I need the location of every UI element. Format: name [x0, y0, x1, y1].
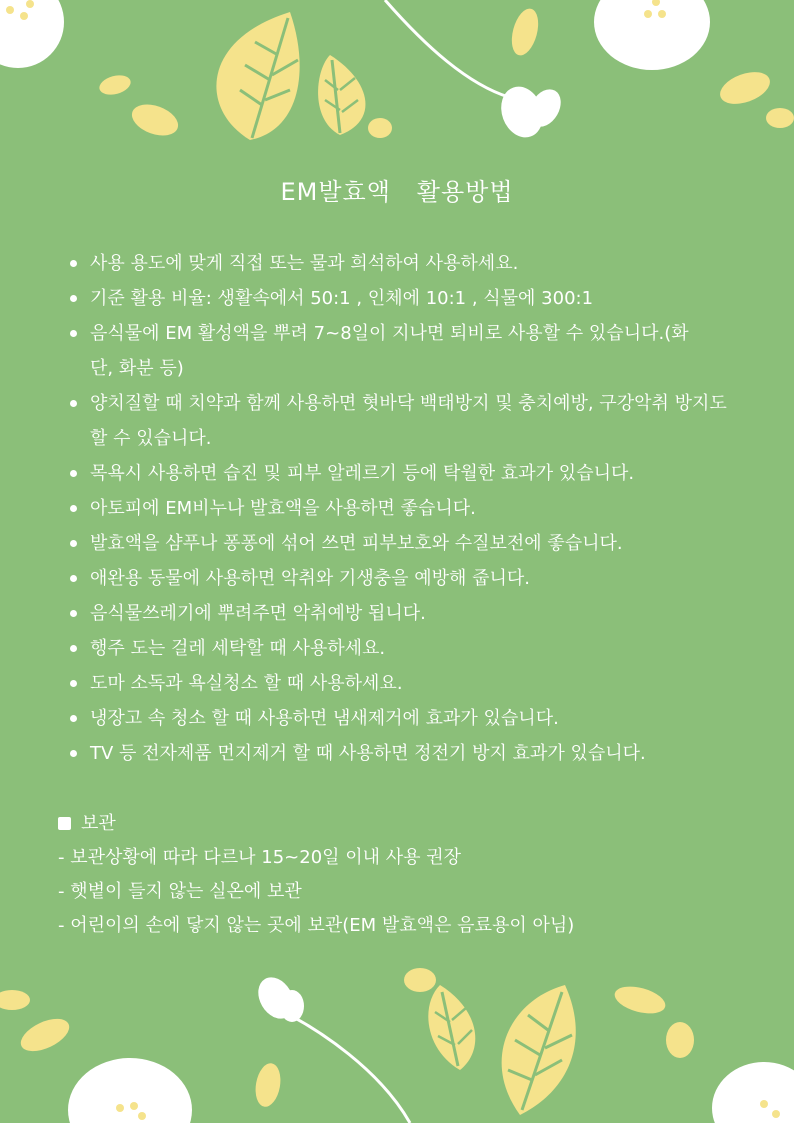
small-flower-bottom-icon	[251, 971, 304, 1025]
bullet-icon	[70, 295, 77, 302]
petal-icon	[368, 118, 392, 138]
petal-icon	[507, 6, 543, 59]
list-item: 아토피에 EM비누나 발효액을 사용하면 좋습니다.	[66, 491, 766, 526]
small-flower-top-icon	[494, 81, 567, 144]
flower-bottom-left-icon	[68, 1058, 192, 1123]
leaf-top-small-icon	[318, 55, 365, 135]
petal-icon	[716, 66, 774, 110]
list-item: 행주 도는 걸레 세탁할 때 사용하세요.	[66, 631, 766, 666]
bullet-icon	[70, 575, 77, 582]
flower-top-right-icon	[594, 0, 710, 70]
bullet-icon	[70, 610, 77, 617]
list-item: 도마 소독과 욕실청소 할 때 사용하세요.	[66, 666, 766, 701]
storage-line: - 햇볕이 들지 않는 실온에 보관	[58, 881, 302, 902]
page-title: EM발효액 활용방법	[280, 178, 514, 206]
storage-line: - 어린이의 손에 닿지 않는 곳에 보관(EM 발효액은 음료용이 아님)	[58, 915, 575, 936]
storage-line: - 보관상황에 따라 다르나 15~20일 이내 사용 권장	[58, 847, 462, 868]
leaf-top-big-icon	[216, 12, 299, 140]
bullet-icon	[70, 680, 77, 687]
list-item: 애완용 동물에 사용하면 악취와 기생충을 예방해 줍니다.	[66, 561, 766, 596]
list-item: 냉장고 속 청소 할 때 사용하면 냄새제거에 효과가 있습니다.	[66, 701, 766, 736]
leaf-bottom-small-icon	[428, 985, 475, 1070]
storage-heading: 보관	[58, 806, 758, 841]
bullet-icon	[70, 645, 77, 652]
bullet-icon	[70, 330, 77, 337]
list-item: TV 등 전자제품 먼지제거 할 때 사용하면 정전기 방지 효과가 있습니다.	[66, 736, 766, 771]
list-item: 음식물에 EM 활성액을 뿌려 7~8일이 지나면 퇴비로 사용할 수 있습니다.(화단, 화분 등)	[66, 316, 690, 386]
bullet-icon	[70, 540, 77, 547]
list-item: 양치질할 때 치약과 함께 사용하면 혓바닥 백태방지 및 충치예방, 구강악취 방지도 할 수 있습니다.	[66, 386, 730, 456]
list-item: 음식물쓰레기에 뿌려주면 악취예방 됩니다.	[66, 596, 766, 631]
bullet-icon	[70, 400, 77, 407]
petal-icon	[0, 990, 30, 1010]
bullet-icon	[70, 505, 77, 512]
petal-icon	[766, 108, 794, 128]
petal-icon	[612, 982, 668, 1019]
petal-icon	[404, 968, 436, 992]
leaf-bottom-big-icon	[502, 985, 576, 1115]
bullet-icon	[70, 750, 77, 757]
usage-list	[66, 246, 766, 771]
petal-icon	[97, 72, 133, 98]
list-item: 사용 용도에 맞게 직접 또는 물과 희석하여 사용하세요.	[66, 246, 766, 281]
bullet-icon	[70, 470, 77, 477]
flower-top-left-icon	[0, 0, 64, 68]
list-item: 발효액을 샴푸나 퐁퐁에 섞어 쓰면 피부보호와 수질보전에 좋습니다.	[66, 526, 766, 561]
flower-bottom-right-icon	[712, 1062, 794, 1123]
petal-icon	[252, 1061, 283, 1108]
bullet-icon	[70, 260, 77, 267]
bullet-icon	[70, 715, 77, 722]
storage-section	[58, 806, 758, 943]
square-bullet-icon	[58, 817, 71, 830]
list-item: 기준 활용 비율: 생활속에서 50:1 , 인체에 10:1 , 식물에 300:1	[66, 281, 766, 316]
petal-icon	[16, 1012, 74, 1058]
petal-icon	[128, 99, 183, 142]
list-item: 목욕시 사용하면 습진 및 피부 알레르기 등에 탁월한 효과가 있습니다.	[66, 456, 766, 491]
petal-icon	[666, 1022, 694, 1058]
